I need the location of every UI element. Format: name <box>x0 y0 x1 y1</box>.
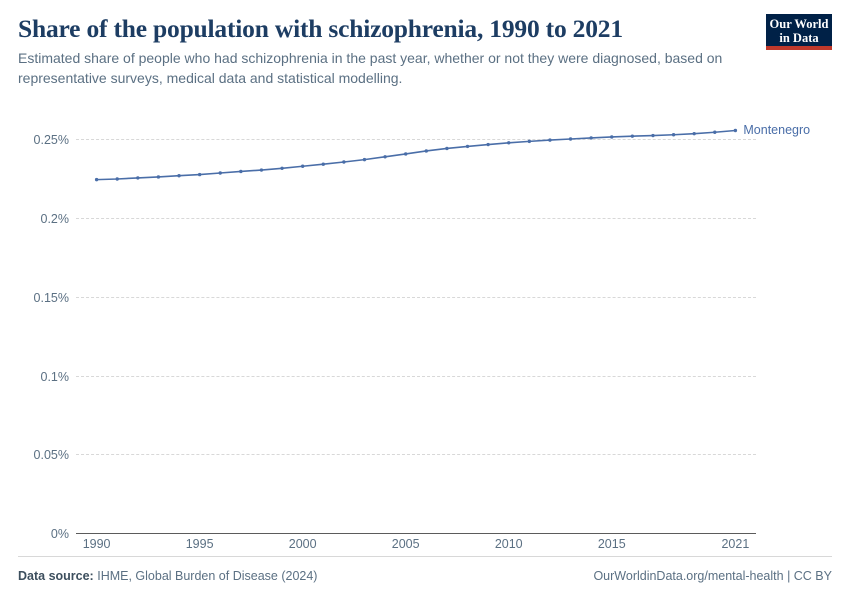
x-axis-tick-label: 1990 <box>82 537 111 551</box>
data-source-text: IHME, Global Burden of Disease (2024) <box>97 568 318 583</box>
chart-header <box>18 14 832 89</box>
x-axis-tick-label: 2015 <box>597 537 626 551</box>
y-axis-tick-label: 0.2% <box>40 212 69 227</box>
y-axis-tick-label: 0.15% <box>33 290 69 305</box>
x-axis-tick-label: 2005 <box>391 537 420 551</box>
page-title: Share of the population with schizophrenia, 1990 to 2021 <box>18 14 623 43</box>
y-axis-tick-label: 0.05% <box>33 448 69 463</box>
y-axis-tick-label: 0% <box>50 527 69 541</box>
series-label-montenegro[interactable]: Montenegro <box>743 122 811 137</box>
chart-area <box>18 100 832 550</box>
y-axis-tick-label: 0.25% <box>33 133 69 148</box>
x-axis-tick-label: 1995 <box>185 537 214 551</box>
owid-logo[interactable] <box>766 14 832 50</box>
x-axis-tick-label: 2021 <box>721 537 750 551</box>
chart-subtitle: Estimated share of people who had schizophrenia in the past year, whether or not they were diagnosed, based on representative surveys, medical data and statistical modelling. <box>18 50 723 87</box>
plot-region[interactable] <box>33 108 811 541</box>
x-axis-tick-label: 2010 <box>494 537 523 551</box>
attribution: OurWorldinData.org/mental-health | CC BY <box>593 568 832 583</box>
chart-footer <box>18 556 832 586</box>
series-line-svg <box>76 108 756 533</box>
data-source <box>18 569 317 583</box>
owid-logo-line2: in Data <box>779 31 819 45</box>
data-source-label: Data source: <box>18 568 94 583</box>
x-axis <box>76 533 756 557</box>
x-axis-tick-label: 2000 <box>288 537 317 551</box>
y-axis-tick-label: 0.1% <box>40 369 69 384</box>
owid-logo-line1: Our World <box>769 17 829 31</box>
